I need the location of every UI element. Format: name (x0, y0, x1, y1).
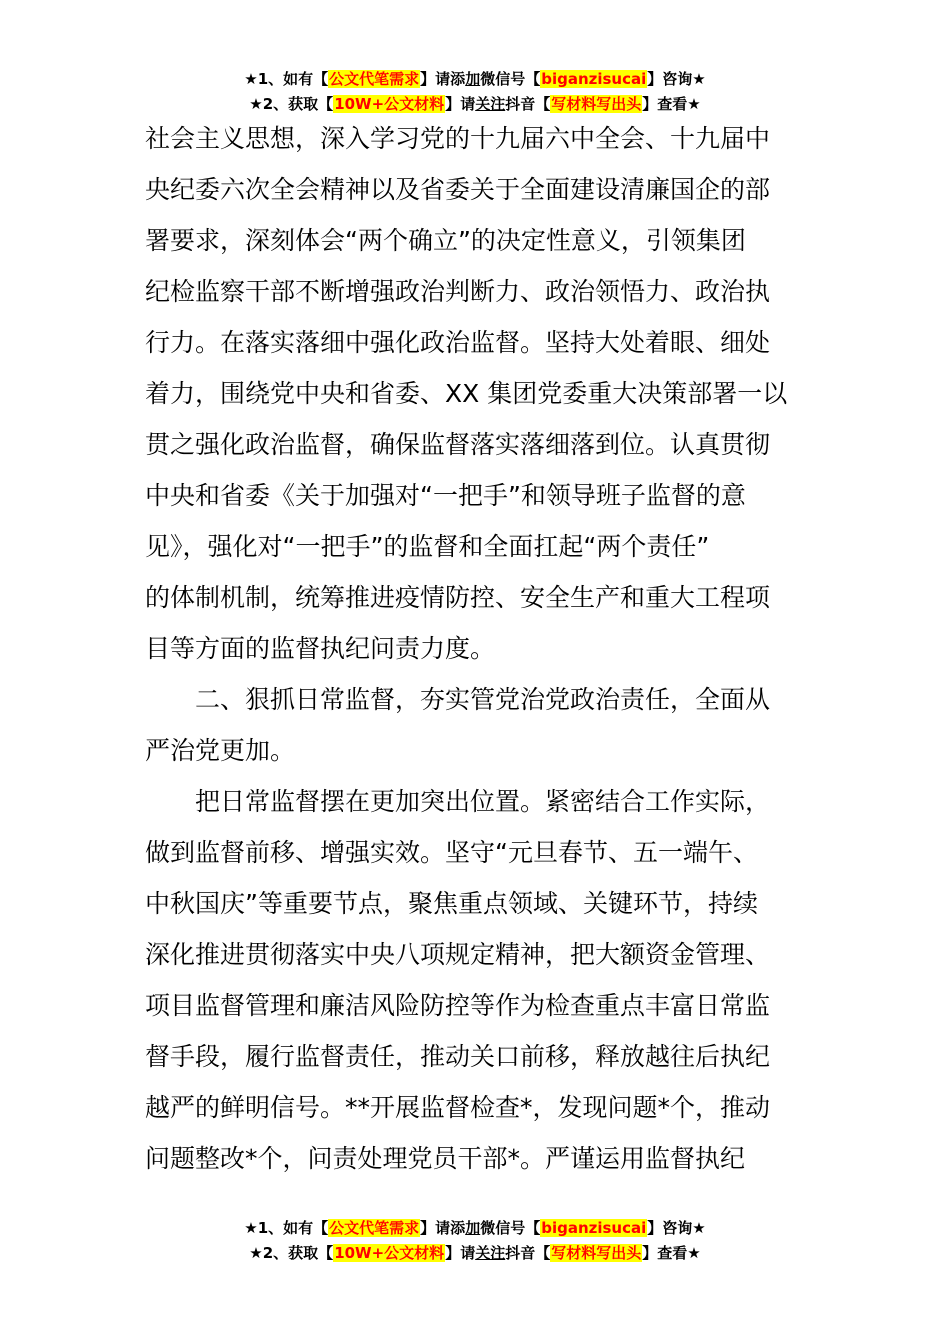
text-line: 央纪委六次全会精神以及省委关于全面建设清廉国企的部 (145, 175, 771, 204)
text-line: 着力，围绕党中央和省委、XX 集团党委重大决策部署一以 (145, 379, 788, 408)
banner-text: 】查看★ (642, 95, 701, 113)
banner-text: 抖音【 (505, 95, 551, 113)
text-line: 项目监督管理和廉洁风险防控等作为检查重点丰富日常监 (145, 991, 771, 1020)
banner-highlight: 10W+公文材料 (334, 95, 445, 113)
header-banner (0, 67, 950, 117)
banner-text: 】咨询★ (647, 70, 706, 88)
text-line: 中央和省委《关于加强对“一把手”和领导班子监督的意 (145, 481, 746, 510)
banner-text: 微信号【 (480, 1219, 541, 1237)
banner-text: 】请 (445, 1244, 476, 1262)
banner-text: 抖音【 (505, 1244, 551, 1262)
banner-douyin-id: 写材料写出头 (551, 95, 642, 113)
text-line: 中秋国庆”等重要节点，聚焦重点领域、关键环节，持续 (145, 889, 758, 918)
banner-douyin-id: 写材料写出头 (551, 1244, 642, 1262)
banner-text: ★2、获取【 (249, 1244, 334, 1262)
banner-highlight: 10W+公文材料 (334, 1244, 445, 1262)
banner-text: 】查看★ (642, 1244, 701, 1262)
banner-underlined-text: 关注 (475, 95, 506, 113)
text-line: 贯之强化政治监督，确保监督落实落细落到位。认真贯彻 (145, 430, 771, 459)
section-heading-continued: 严治党更加。 (145, 736, 296, 765)
text-line: 做到监督前移、增强实效。坚守“元旦春节、五一端午、 (145, 838, 758, 867)
banner-wechat-id: biganzisucai (541, 1219, 647, 1237)
text-line: 见》，强化对“一把手”的监督和全面扛起“两个责任” (145, 532, 710, 561)
banner-wechat-id: biganzisucai (541, 70, 647, 88)
text-line: 社会主义思想，深入学习党的十九届六中全会、十九届中 (145, 124, 771, 153)
banner-text: ★1、如有【 (244, 1219, 329, 1237)
banner-underlined-text: 加 (465, 70, 481, 88)
text-line: 纪检监察干部不断增强政治判断力、政治领悟力、政治执 (145, 277, 771, 306)
banner-highlight: 公文代笔需求 (329, 1219, 420, 1237)
text-line: 深化推进贯彻落实中央八项规定精神，把大额资金管理、 (145, 940, 771, 969)
banner-line-1 (0, 67, 950, 92)
banner-underlined-text: 关注 (475, 1244, 506, 1262)
banner-text: 】请添 (420, 1219, 466, 1237)
banner-text: 】咨询★ (647, 1219, 706, 1237)
document-body (145, 113, 809, 1184)
text-line: 问题整改*个，问责处理党员干部*。严谨运用监督执纪 (145, 1144, 746, 1173)
banner-line-2 (0, 1241, 950, 1266)
banner-underlined-text: 加 (465, 1219, 481, 1237)
text-line: 目等方面的监督执纪问责力度。 (145, 634, 496, 663)
banner-line-1 (0, 1216, 950, 1241)
footer-banner (0, 1216, 950, 1266)
banner-text: 微信号【 (480, 70, 541, 88)
banner-text: 】请添 (420, 70, 466, 88)
text-line: 越严的鲜明信号。**开展监督检查*，发现问题*个，推动 (145, 1093, 771, 1122)
text-line: 督手段，履行监督责任，推动关口前移，释放越往后执纪 (145, 1042, 771, 1071)
banner-highlight: 公文代笔需求 (329, 70, 420, 88)
banner-text: ★2、获取【 (249, 95, 334, 113)
paragraph-start: 把日常监督摆在更加突出位置。紧密结合工作实际， (195, 787, 771, 816)
text-line: 行力。在落实落细中强化政治监督。坚持大处着眼、细处 (145, 328, 771, 357)
section-heading: 二、狠抓日常监督，夯实管党治党政治责任，全面从 (195, 685, 771, 714)
text-line: 署要求，深刻体会“两个确立”的决定性意义，引领集团 (145, 226, 746, 255)
text-line: 的体制机制，统筹推进疫情防控、安全生产和重大工程项 (145, 583, 771, 612)
banner-text: 】请 (445, 95, 476, 113)
banner-text: ★1、如有【 (244, 70, 329, 88)
